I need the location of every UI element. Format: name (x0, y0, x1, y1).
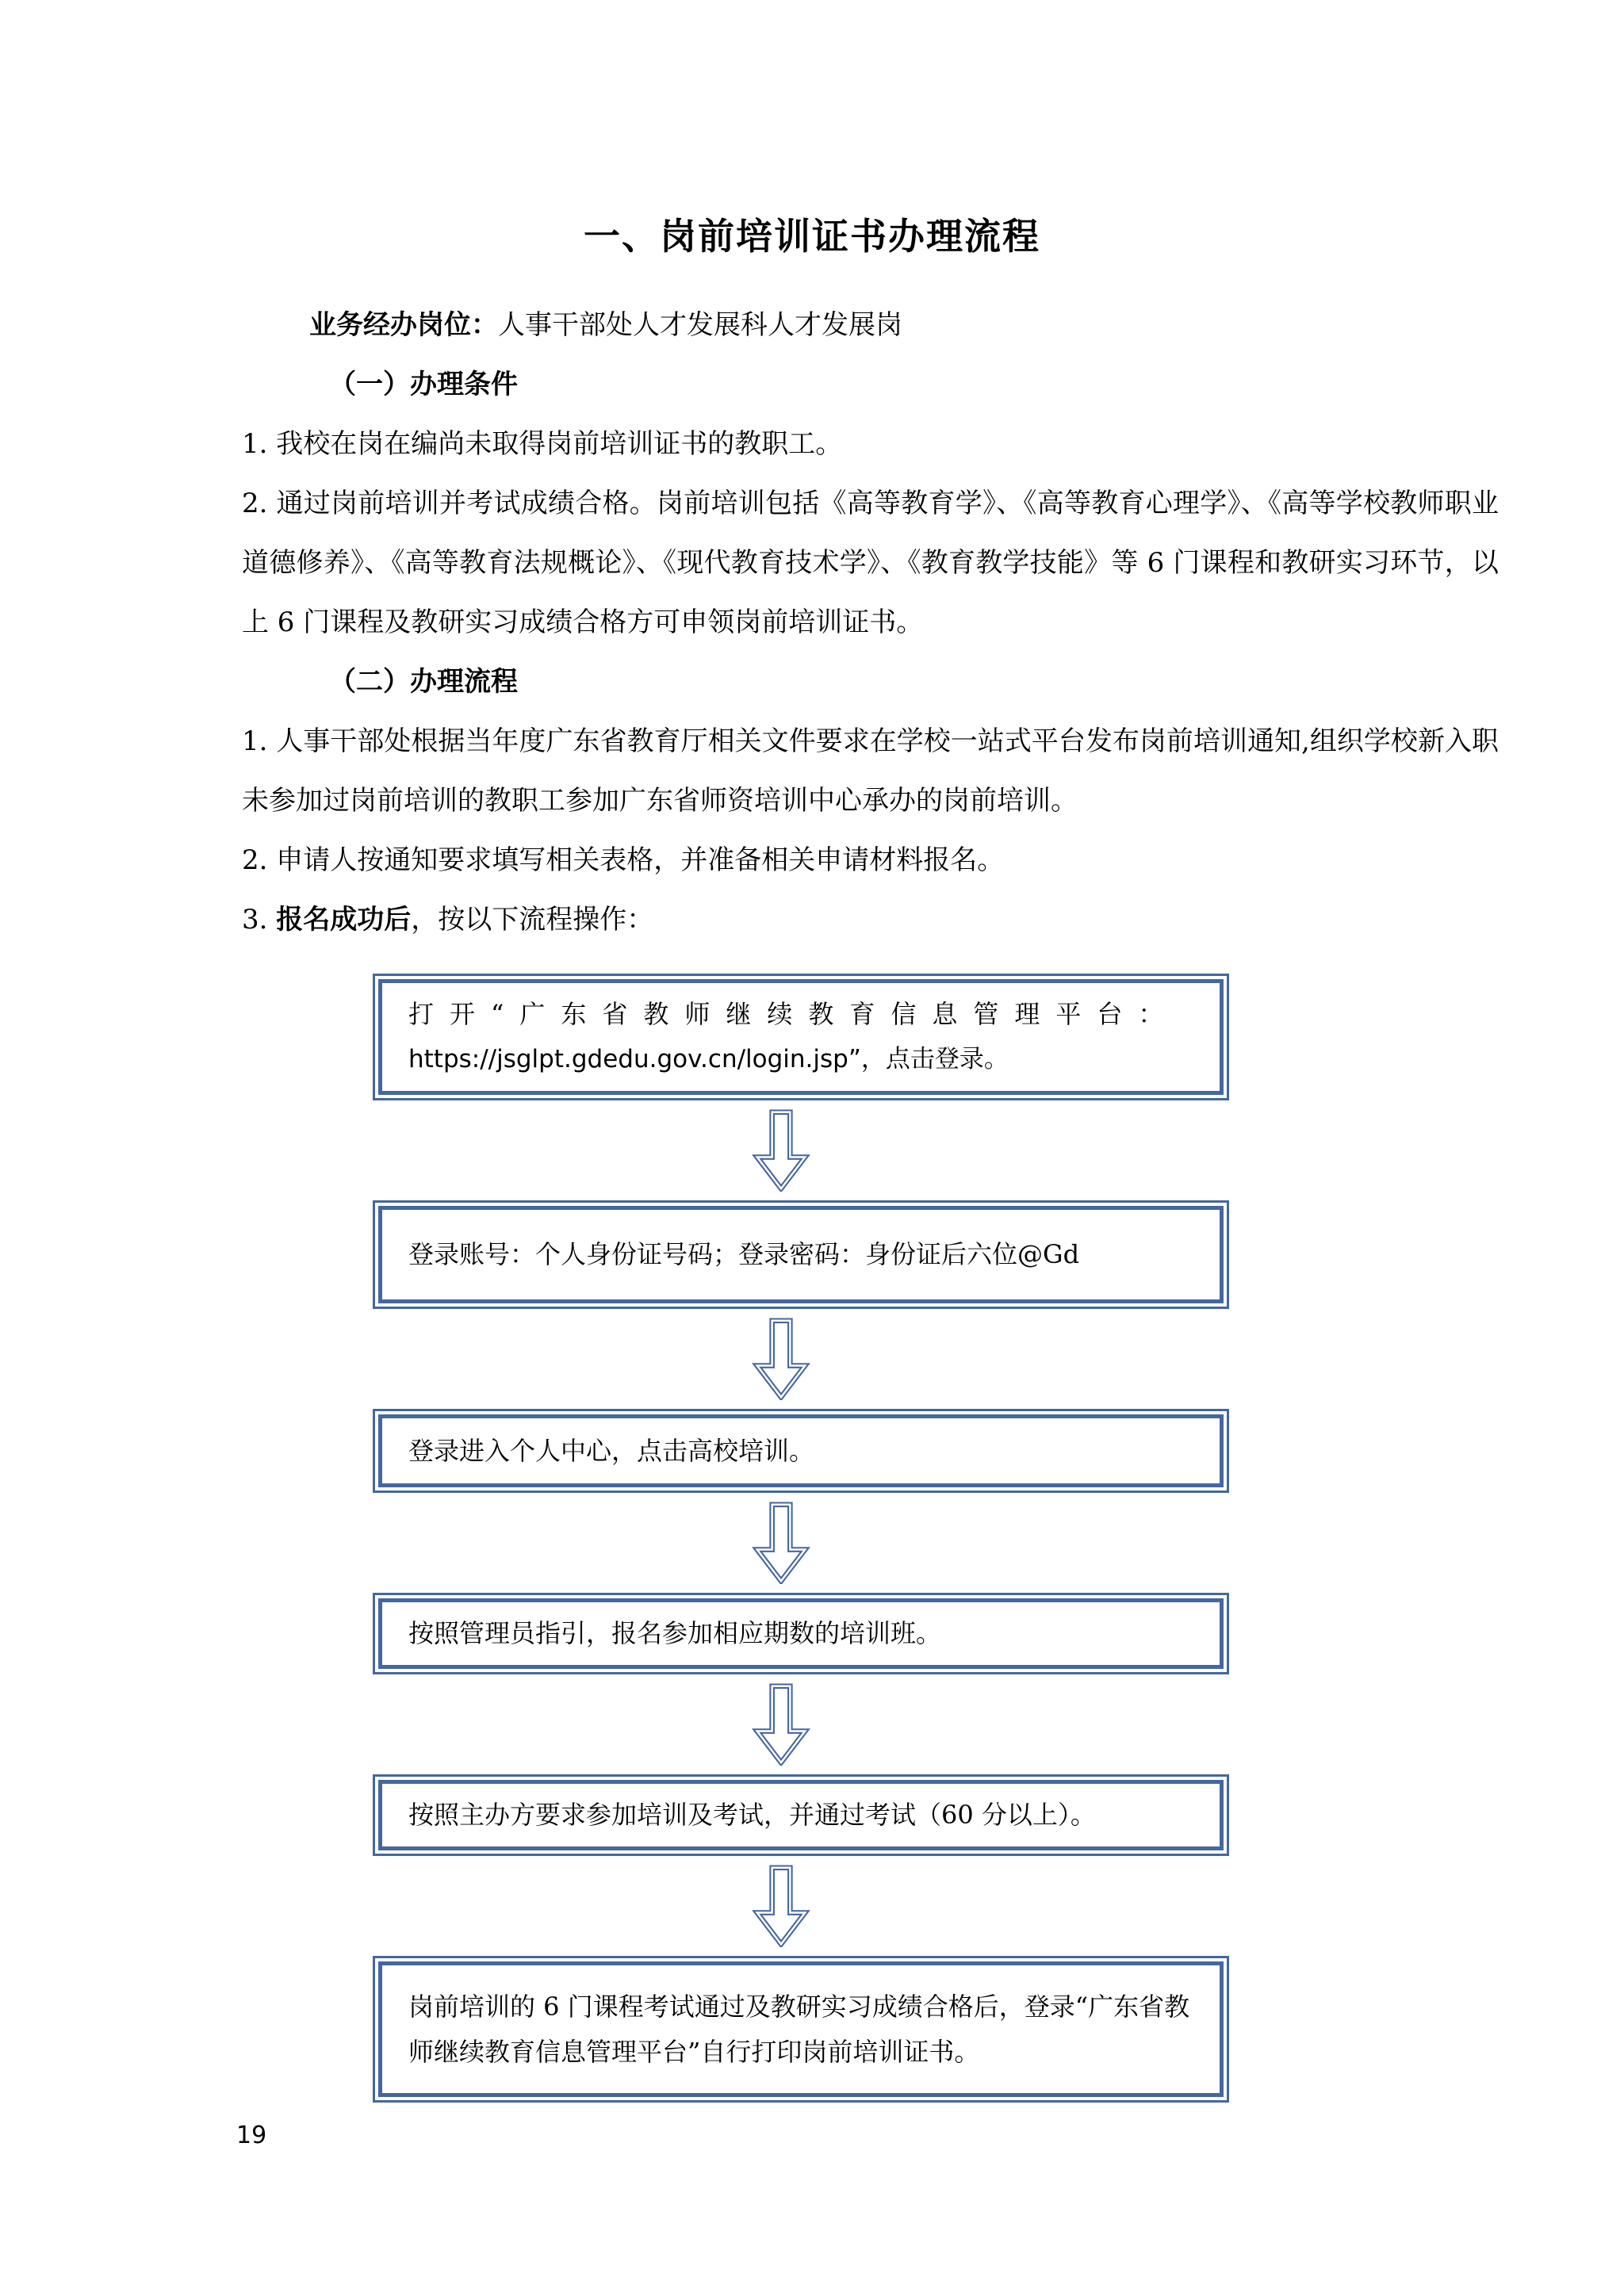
flow-step-4-text: 按照管理员指引，报名参加相应期数的培训班。 (408, 1618, 942, 1648)
flow-connector-2 (353, 1309, 1209, 1409)
document-body (242, 296, 1499, 2103)
section1-heading: （一）办理条件 (329, 369, 518, 400)
down-arrow-icon (750, 1318, 812, 1400)
flow-step-2-text: 登录账号：个人身份证号码；登录密码：身份证后六位@Gd (408, 1239, 1080, 1269)
flow-connector-3 (353, 1493, 1209, 1593)
procedure-item-3-bold: 报名成功后 (276, 904, 412, 936)
post-value: 人事干部处人才发展科人才发展岗 (498, 309, 902, 341)
flow-step-3-text: 登录进入个人中心，点击高校培训。 (408, 1435, 815, 1466)
post-line (242, 296, 1499, 355)
flow-connector-1 (353, 1100, 1209, 1200)
flow-step-5-text: 按照主办方要求参加培训及考试，并通过考试（60 分以上）。 (408, 1800, 1096, 1830)
down-arrow-icon (750, 1502, 812, 1584)
flow-step-1-line-2: https://jsglpt.gdedu.gov.cn/login.jsp”，点击登录。 (408, 1045, 1009, 1073)
procedure-item-2: 2. 申请人按通知要求填写相关表格，并准备相关申请材料报名。 (242, 844, 1005, 876)
flow-step-1-line-1: 打开“广东省教师继续教育信息管理平台： (408, 999, 1180, 1029)
flow-step-3 (373, 1409, 1229, 1493)
page-number: 19 (236, 2122, 267, 2149)
flow-step-5 (373, 1774, 1229, 1856)
condition-item-2: 2. 通过岗前培训并考试成绩合格。岗前培训包括《高等教育学》、《高等教育心理学》、《高等学校教师职业道德修养》、《高等教育法规概论》、《现代教育技术学》、《教育教学技能》等 6 门课程和教研实习环节，以上 6 门课程及教研实习成绩合格方可申领岗前培训证书。 (242, 488, 1499, 638)
flowchart (373, 974, 1229, 2103)
procedure-item-3 (242, 890, 1499, 950)
flow-step-4 (373, 1593, 1229, 1674)
flow-connector-4 (353, 1674, 1209, 1774)
flow-step-6 (373, 1956, 1229, 2103)
down-arrow-icon (750, 1109, 812, 1192)
post-label: 业务经办岗位： (309, 309, 498, 341)
section2-heading: （二）办理流程 (329, 666, 518, 698)
condition-item-1: 1. 我校在岗在编尚未取得岗前培训证书的教职工。 (242, 428, 843, 460)
flow-step-2 (373, 1200, 1229, 1309)
page-title: 一、岗前培训证书办理流程 (584, 215, 1040, 258)
procedure-item-1: 1. 人事干部处根据当年度广东省教育厅相关文件要求在学校一站式平台发布岗前培训通知,组织学校新入职未参加过岗前培训的教职工参加广东省师资培训中心承办的岗前培训。 (242, 725, 1499, 817)
down-arrow-icon (750, 1683, 812, 1766)
flow-connector-5 (353, 1856, 1209, 1956)
procedure-item-3-number: 3. (242, 904, 277, 936)
procedure-item-3-rest: ，按以下流程操作： (411, 904, 654, 936)
flow-step-6-text: 岗前培训的 6 门课程考试通过及教研实习成绩合格后，登录“广东省教师继续教育信息管理平台”自行打印岗前培训证书。 (408, 1991, 1190, 2067)
down-arrow-icon (750, 1865, 812, 1947)
flow-step-1 (373, 974, 1229, 1100)
